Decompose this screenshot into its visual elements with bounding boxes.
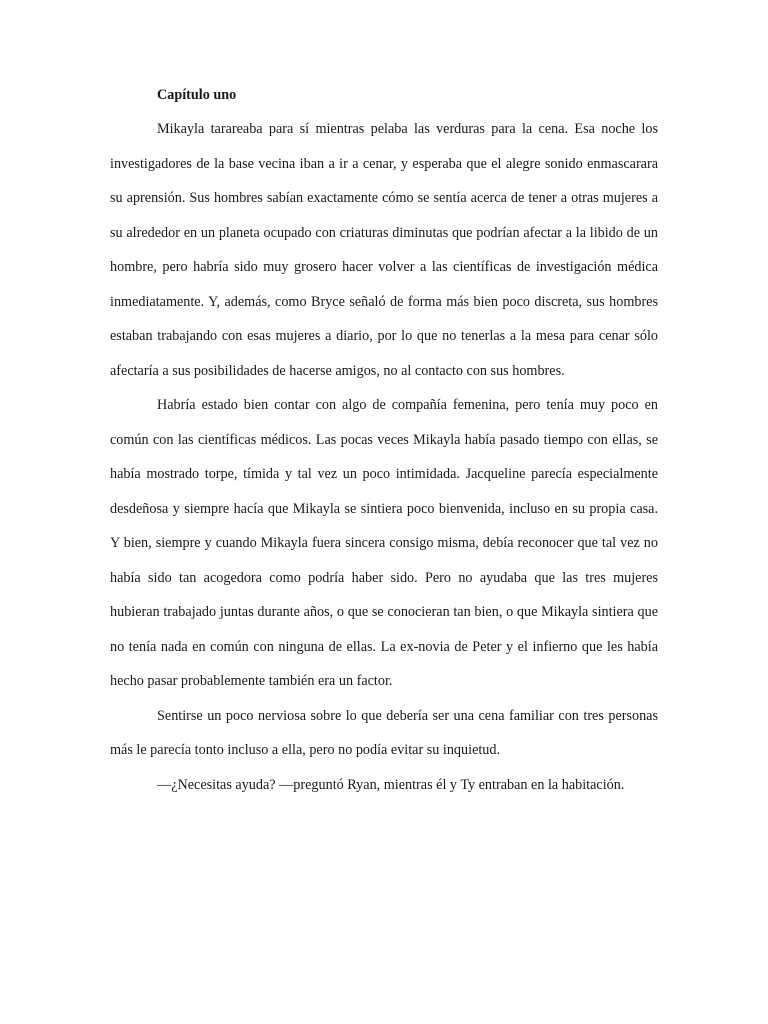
paragraph: Sentirse un poco nerviosa sobre lo que debería ser una cena familiar con tres personas más le parecía tonto incluso a ella, pero no podía evitar su inquietud. [110, 707, 658, 758]
paragraph: Mikayla tarareaba para sí mientras pelaba las verduras para la cena. Esa noche los investigadores de la base vecina iban a ir a cenar, y esperaba que el alegre sonido enmascarara su aprensión. Sus hombres sabían exactamente cómo se sentía acerca de tener a otras mujeres a su alrededor en un planeta ocupado con criaturas diminutas que podrían afectar a la libido de un hombre, pero habría sido muy grosero hacer volver a las científicas de investigación médica inmediatamente. Y, además, como Bryce señaló de forma más bien poco discreta, sus hombres estaban trabajando con esas mujeres a diario, por lo que no tenerlas a la mesa para cenar sólo afectaría a sus posibilidades de hacerse amigos, no al contacto con sus hombres. [110, 121, 658, 379]
paragraph: —¿Necesitas ayuda? —preguntó Ryan, mientras él y Ty entraban en la habitación. [157, 776, 625, 793]
document-body [110, 82, 658, 802]
paragraph: Habría estado bien contar con algo de compañía femenina, pero tenía muy poco en común con las científicas médicos. Las pocas veces Mikayla había pasado tiempo con ellas, se había mostrado torpe, tímida y tal vez un poco intimidada. Jacqueline parecía especialmente desdeñosa y siempre hacía que Mikayla se sintiera poco bienvenida, incluso en su propia casa. Y bien, siempre y cuando Mikayla fuera sincera consigo misma, debía reconocer que tal vez no había sido tan acogedora como podría haber sido. Pero no ayudaba que las tres mujeres hubieran trabajado juntas durante años, o que se conocieran tan bien, o que Mikayla sintiera que no tenía nada en común con ninguna de ellas. La ex-novia de Peter y el infierno que les había hecho pasar probablemente también era un factor. [110, 397, 658, 689]
chapter-title: Capítulo uno [157, 87, 237, 103]
